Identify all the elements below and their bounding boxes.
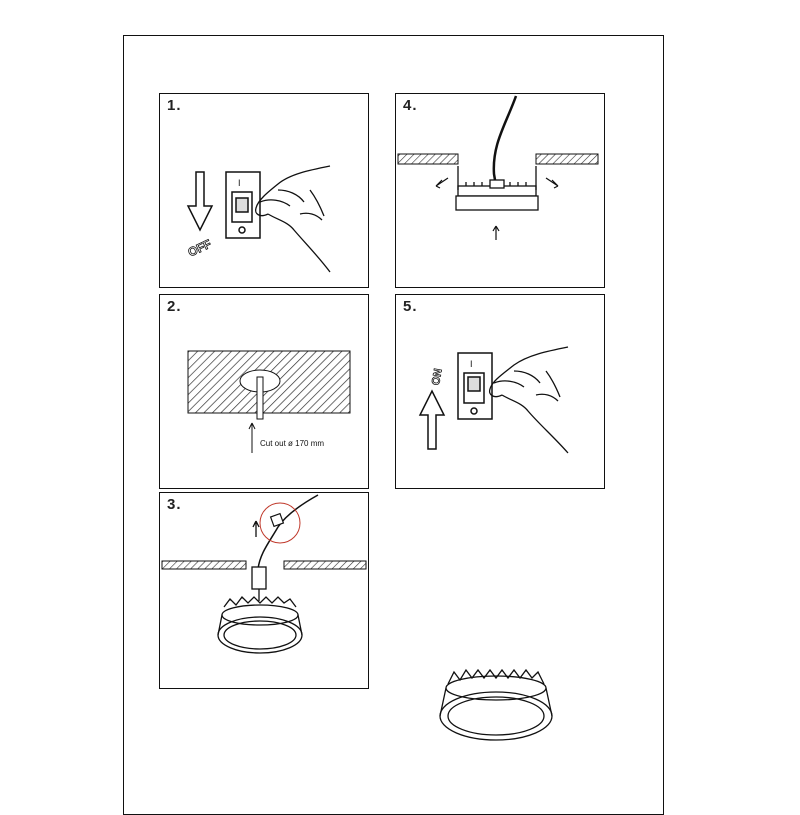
step-2-number: 2. — [167, 298, 182, 315]
svg-text:I: I — [470, 359, 473, 369]
arrow-up-icon — [420, 391, 444, 449]
svg-text:I: I — [238, 178, 241, 188]
downlight-illustration — [430, 660, 570, 755]
arrow-up-right-icon — [546, 178, 558, 188]
step-3-number: 3. — [167, 496, 182, 513]
step-5-panel — [395, 294, 605, 489]
arrow-up-icon — [493, 226, 499, 240]
driver-box — [252, 567, 266, 589]
arrow-down-icon — [188, 172, 212, 230]
off-label: OFF — [185, 236, 214, 260]
step-1-illustration — [160, 94, 368, 287]
step-1-panel — [159, 93, 369, 288]
downlight-icon — [218, 597, 302, 653]
step-3-panel — [159, 492, 369, 689]
hand-icon — [490, 347, 568, 453]
step-1-number: 1. — [167, 97, 182, 114]
step-5-illustration — [396, 295, 604, 488]
cable — [258, 495, 318, 569]
connector-detail — [260, 503, 300, 543]
step-2-illustration — [160, 295, 368, 488]
step-4-illustration — [396, 94, 604, 287]
on-label: ON — [430, 367, 445, 387]
step-2-panel — [159, 294, 369, 489]
cutout-label: Cut out ø 170 mm — [260, 439, 325, 448]
downlight-icon — [456, 166, 538, 210]
hand-icon — [256, 166, 330, 272]
cable — [494, 96, 516, 186]
wall-switch-icon — [458, 353, 492, 419]
step-5-number: 5. — [403, 298, 418, 315]
step-4-panel — [395, 93, 605, 288]
downlight-icon — [440, 670, 552, 740]
arrow-up-icon — [253, 521, 259, 537]
arrow-up-left-icon — [436, 178, 448, 188]
ceiling-board — [398, 154, 598, 164]
wall-switch-icon — [226, 172, 260, 238]
step-3-illustration — [160, 493, 368, 688]
ceiling-board — [188, 351, 350, 413]
step-4-number: 4. — [403, 97, 418, 114]
